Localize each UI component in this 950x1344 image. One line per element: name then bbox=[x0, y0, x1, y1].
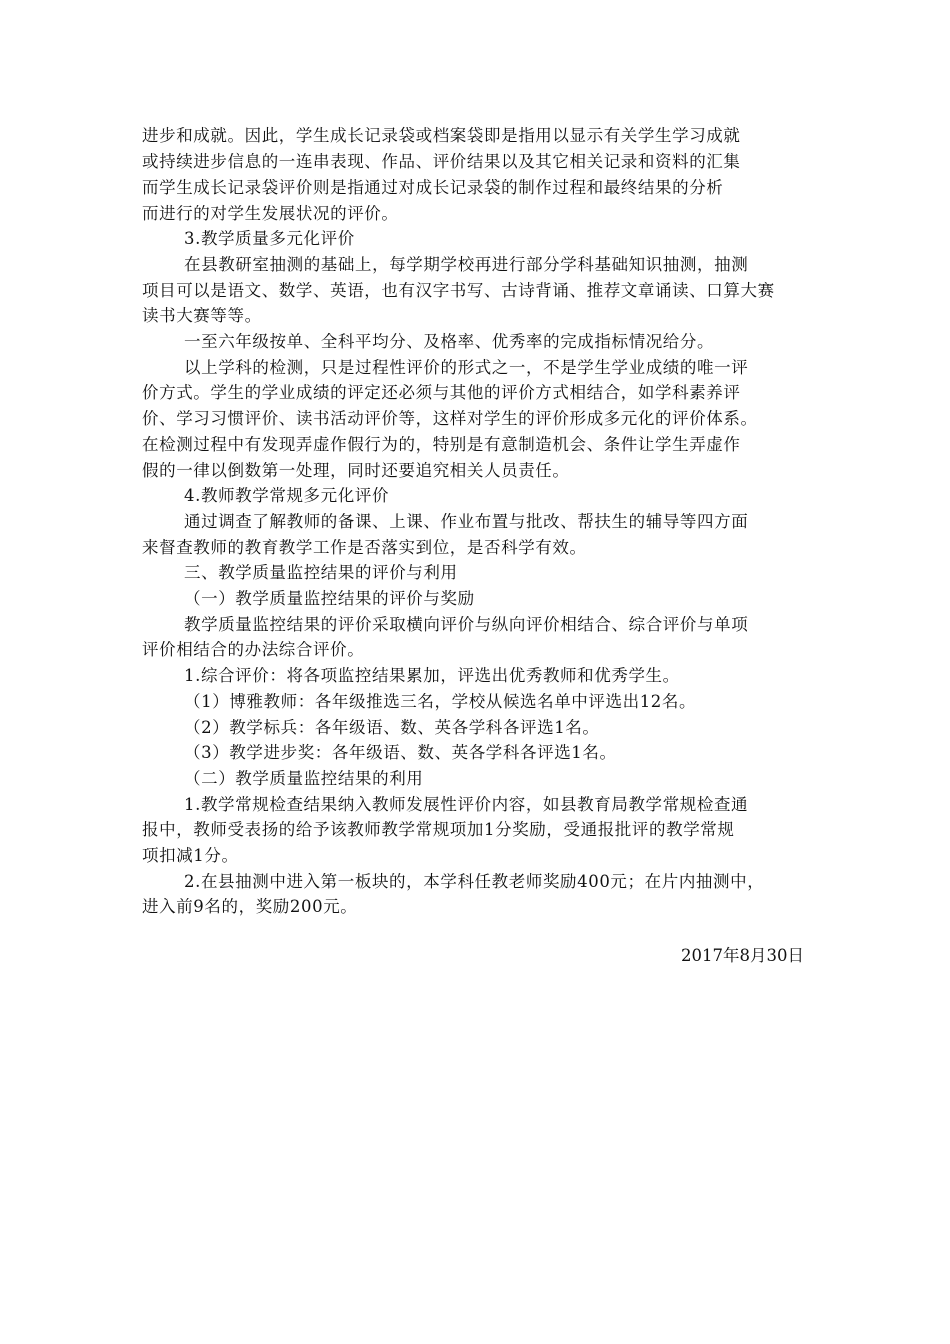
document-date: 2017年8月30日 bbox=[681, 946, 804, 965]
text-line: （3）教学进步奖：各年级语、数、英各学科各评选1名。 bbox=[184, 743, 617, 762]
text-line: （2）教学标兵：各年级语、数、英各学科各评选1名。 bbox=[184, 718, 600, 737]
text-line: 1.综合评价：将各项监控结果累加，评选出优秀教师和优秀学生。 bbox=[184, 666, 680, 685]
text-line: 报中，教师受表扬的给予该教师教学常规项加1分奖励，受通报批评的教学常规 bbox=[142, 820, 735, 839]
text-line: 项扣减1分。 bbox=[142, 846, 239, 865]
text-line: 在县教研室抽测的基础上，每学期学校再进行部分学科基础知识抽测，抽测 bbox=[184, 255, 749, 274]
subsection-heading: （二）教学质量监控结果的利用 bbox=[184, 769, 424, 788]
text-line: 以上学科的检测，只是过程性评价的形式之一，不是学生学业成绩的唯一评 bbox=[184, 358, 749, 377]
text-line: 或持续进步信息的一连串表现、作品、评价结果以及其它相关记录和资料的汇集 bbox=[142, 152, 741, 171]
section-heading: 3.教学质量多元化评价 bbox=[184, 229, 355, 248]
text-line: 一至六年级按单、全科平均分、及格率、优秀率的完成指标情况给分。 bbox=[184, 332, 715, 351]
text-line: 价方式。学生的学业成绩的评定还必须与其他的评价方式相结合，如学科素养评 bbox=[142, 383, 741, 402]
text-line: 读书大赛等等。 bbox=[142, 306, 262, 325]
text-line: 教学质量监控结果的评价采取横向评价与纵向评价相结合、综合评价与单项 bbox=[184, 615, 749, 634]
text-line: （1）博雅教师：各年级推选三名，学校从候选名单中评选出12名。 bbox=[184, 692, 697, 711]
text-line: 2.在县抽测中进入第一板块的，本学科任教老师奖励400元；在片内抽测中， bbox=[184, 872, 765, 891]
text-line: 价、学习习惯评价、读书活动评价等，这样对学生的评价形成多元化的评价体系。 bbox=[142, 409, 758, 428]
text-line: 假的一律以倒数第一处理，同时还要追究相关人员责任。 bbox=[142, 461, 570, 480]
text-line: 而进行的对学生发展状况的评价。 bbox=[142, 204, 399, 223]
section-heading: 三、教学质量监控结果的评价与利用 bbox=[184, 563, 458, 582]
text-line: 1.教学常规检查结果纳入教师发展性评价内容，如县教育局教学常规检查通 bbox=[184, 795, 749, 814]
subsection-heading: （一）教学质量监控结果的评价与奖励 bbox=[184, 589, 475, 608]
section-heading: 4.教师教学常规多元化评价 bbox=[184, 486, 390, 505]
text-line: 而学生成长记录袋评价则是指通过对成长记录袋的制作过程和最终结果的分析 bbox=[142, 178, 724, 197]
text-line: 通过调查了解教师的备课、上课、作业布置与批改、帮扶生的辅导等四方面 bbox=[184, 512, 749, 531]
text-line: 来督查教师的教育教学工作是否落实到位，是否科学有效。 bbox=[142, 538, 587, 557]
text-line: 进步和成就。因此，学生成长记录袋或档案袋即是指用以显示有关学生学习成就 bbox=[142, 126, 741, 145]
text-line: 在检测过程中有发现弄虚作假行为的，特别是有意制造机会、条件让学生弄虚作 bbox=[142, 435, 741, 454]
text-line: 项目可以是语文、数学、英语，也有汉字书写、古诗背诵、推荐文章诵读、口算大赛 bbox=[142, 281, 775, 300]
text-line: 评价相结合的办法综合评价。 bbox=[142, 640, 365, 659]
text-line: 进入前9名的，奖励200元。 bbox=[142, 897, 358, 916]
